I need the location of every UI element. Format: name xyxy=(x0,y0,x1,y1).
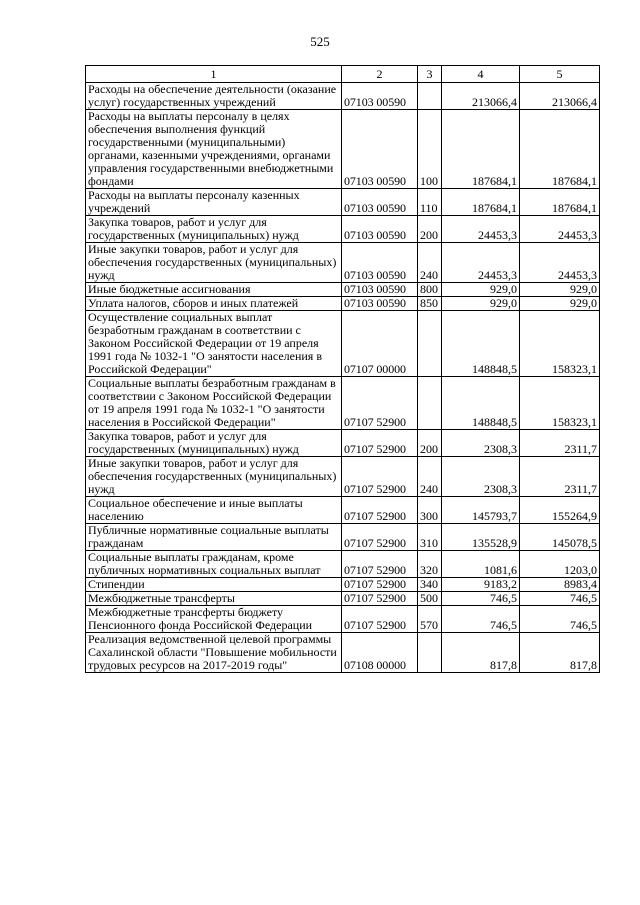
row-value-col4-cell: 1081,6 xyxy=(442,551,520,578)
row-code-cell: 07107 52900 xyxy=(342,457,418,497)
row-name-cell: Социальное обеспечение и иные выплаты населению xyxy=(86,497,342,524)
row-value-col5-cell: 929,0 xyxy=(520,283,600,297)
row-code-cell: 07103 00590 xyxy=(342,216,418,243)
row-code-cell: 07103 00590 xyxy=(342,83,418,110)
row-value-col4-cell: 746,5 xyxy=(442,592,520,606)
row-name-cell: Межбюджетные трансферты бюджету Пенсионного фонда Российской Федерации xyxy=(86,606,342,633)
row-expense-type-cell: 200 xyxy=(418,430,442,457)
row-name-cell: Расходы на выплаты персоналу в целях обеспечения выполнения функций государственными (муниципальными) органами, казенными учреждениями, органами управления государственными внебюджетными фондами xyxy=(86,110,342,189)
table-header-row xyxy=(86,66,600,83)
table-row xyxy=(86,189,600,216)
row-expense-type-cell: 200 xyxy=(418,216,442,243)
row-name-cell: Уплата налогов, сборов и иных платежей xyxy=(86,297,342,311)
row-value-col5-cell: 2311,7 xyxy=(520,457,600,497)
row-value-col4-cell: 817,8 xyxy=(442,633,520,673)
row-expense-type-cell: 500 xyxy=(418,592,442,606)
table-row xyxy=(86,110,600,189)
table-row xyxy=(86,430,600,457)
table-row xyxy=(86,297,600,311)
row-code-cell: 07107 52900 xyxy=(342,497,418,524)
row-name-cell: Закупка товаров, работ и услуг для государственных (муниципальных) нужд xyxy=(86,430,342,457)
row-expense-type-cell: 240 xyxy=(418,243,442,283)
row-name-cell: Публичные нормативные социальные выплаты гражданам xyxy=(86,524,342,551)
row-name-cell: Иные закупки товаров, работ и услуг для обеспечения государственных (муниципальных) нужд xyxy=(86,457,342,497)
row-code-cell: 07103 00590 xyxy=(342,110,418,189)
table-row xyxy=(86,243,600,283)
row-name-cell: Расходы на выплаты персоналу казенных учреждений xyxy=(86,189,342,216)
row-value-col5-cell: 213066,4 xyxy=(520,83,600,110)
table-row xyxy=(86,377,600,430)
table-row xyxy=(86,457,600,497)
row-expense-type-cell: 800 xyxy=(418,283,442,297)
row-expense-type-cell: 100 xyxy=(418,110,442,189)
row-expense-type-cell: 110 xyxy=(418,189,442,216)
row-value-col5-cell: 158323,1 xyxy=(520,311,600,377)
header-cell: 1 xyxy=(86,66,342,83)
row-name-cell: Иные бюджетные ассигнования xyxy=(86,283,342,297)
row-expense-type-cell: 310 xyxy=(418,524,442,551)
row-value-col5-cell: 187684,1 xyxy=(520,110,600,189)
header-cell: 3 xyxy=(418,66,442,83)
row-value-col5-cell: 1203,0 xyxy=(520,551,600,578)
row-value-col4-cell: 187684,1 xyxy=(442,189,520,216)
page-number: 525 xyxy=(310,34,330,49)
row-value-col5-cell: 24453,3 xyxy=(520,216,600,243)
header-cell: 5 xyxy=(520,66,600,83)
row-name-cell: Иные закупки товаров, работ и услуг для обеспечения государственных (муниципальных) нужд xyxy=(86,243,342,283)
table-row xyxy=(86,606,600,633)
row-expense-type-cell: 340 xyxy=(418,578,442,592)
row-name-cell: Расходы на обеспечение деятельности (оказание услуг) государственных учреждений xyxy=(86,83,342,110)
header-cell: 4 xyxy=(442,66,520,83)
row-value-col4-cell: 746,5 xyxy=(442,606,520,633)
row-value-col4-cell: 24453,3 xyxy=(442,216,520,243)
row-expense-type-cell: 300 xyxy=(418,497,442,524)
table-row xyxy=(86,83,600,110)
row-code-cell: 07108 00000 xyxy=(342,633,418,673)
row-code-cell: 07107 52900 xyxy=(342,578,418,592)
row-code-cell: 07107 00000 xyxy=(342,311,418,377)
row-value-col5-cell: 187684,1 xyxy=(520,189,600,216)
row-expense-type-cell xyxy=(418,311,442,377)
row-value-col4-cell: 148848,5 xyxy=(442,377,520,430)
row-value-col5-cell: 2311,7 xyxy=(520,430,600,457)
row-code-cell: 07107 52900 xyxy=(342,592,418,606)
table-row xyxy=(86,497,600,524)
row-expense-type-cell xyxy=(418,633,442,673)
row-value-col4-cell: 213066,4 xyxy=(442,83,520,110)
row-code-cell: 07103 00590 xyxy=(342,189,418,216)
row-code-cell: 07103 00590 xyxy=(342,283,418,297)
row-expense-type-cell xyxy=(418,83,442,110)
row-value-col5-cell: 817,8 xyxy=(520,633,600,673)
row-value-col4-cell: 187684,1 xyxy=(442,110,520,189)
row-expense-type-cell: 240 xyxy=(418,457,442,497)
row-value-col4-cell: 145793,7 xyxy=(442,497,520,524)
row-name-cell: Межбюджетные трансферты xyxy=(86,592,342,606)
table-row xyxy=(86,633,600,673)
row-value-col4-cell: 135528,9 xyxy=(442,524,520,551)
row-value-col5-cell: 145078,5 xyxy=(520,524,600,551)
row-value-col5-cell: 24453,3 xyxy=(520,243,600,283)
header-cell: 2 xyxy=(342,66,418,83)
row-code-cell: 07107 52900 xyxy=(342,551,418,578)
row-value-col4-cell: 148848,5 xyxy=(442,311,520,377)
row-name-cell: Социальные выплаты гражданам, кроме публичных нормативных социальных выплат xyxy=(86,551,342,578)
row-code-cell: 07103 00590 xyxy=(342,243,418,283)
table-row xyxy=(86,551,600,578)
row-value-col4-cell: 2308,3 xyxy=(442,457,520,497)
row-value-col4-cell: 929,0 xyxy=(442,297,520,311)
row-name-cell: Осуществление социальных выплат безработным гражданам в соответствии с Законом Российской Федерации от 19 апреля 1991 года № 1032-1 "О занятости населения в Российской Федерации" xyxy=(86,311,342,377)
table-row xyxy=(86,216,600,243)
row-name-cell: Социальные выплаты безработным гражданам в соответствии с Законом Российской Федерации от 19 апреля 1991 года № 1032-1 "О занятости населения в Российской Федерации" xyxy=(86,377,342,430)
row-name-cell: Реализация ведомственной целевой программы Сахалинской области "Повышение мобильности трудовых ресурсов на 2017-2019 годы" xyxy=(86,633,342,673)
row-name-cell: Стипендии xyxy=(86,578,342,592)
row-value-col5-cell: 155264,9 xyxy=(520,497,600,524)
table-row xyxy=(86,578,600,592)
row-expense-type-cell: 850 xyxy=(418,297,442,311)
row-expense-type-cell: 320 xyxy=(418,551,442,578)
row-value-col4-cell: 9183,2 xyxy=(442,578,520,592)
row-code-cell: 07107 52900 xyxy=(342,377,418,430)
budget-table xyxy=(85,65,600,673)
row-value-col5-cell: 158323,1 xyxy=(520,377,600,430)
table-row xyxy=(86,592,600,606)
row-name-cell: Закупка товаров, работ и услуг для государственных (муниципальных) нужд xyxy=(86,216,342,243)
row-expense-type-cell: 570 xyxy=(418,606,442,633)
row-value-col5-cell: 929,0 xyxy=(520,297,600,311)
table-row xyxy=(86,311,600,377)
row-code-cell: 07103 00590 xyxy=(342,297,418,311)
row-value-col4-cell: 24453,3 xyxy=(442,243,520,283)
table-row xyxy=(86,524,600,551)
row-value-col5-cell: 746,5 xyxy=(520,606,600,633)
row-code-cell: 07107 52900 xyxy=(342,430,418,457)
row-code-cell: 07107 52900 xyxy=(342,524,418,551)
row-code-cell: 07107 52900 xyxy=(342,606,418,633)
row-value-col5-cell: 8983,4 xyxy=(520,578,600,592)
row-value-col4-cell: 2308,3 xyxy=(442,430,520,457)
table-row xyxy=(86,283,600,297)
row-expense-type-cell xyxy=(418,377,442,430)
row-value-col5-cell: 746,5 xyxy=(520,592,600,606)
row-value-col4-cell: 929,0 xyxy=(442,283,520,297)
